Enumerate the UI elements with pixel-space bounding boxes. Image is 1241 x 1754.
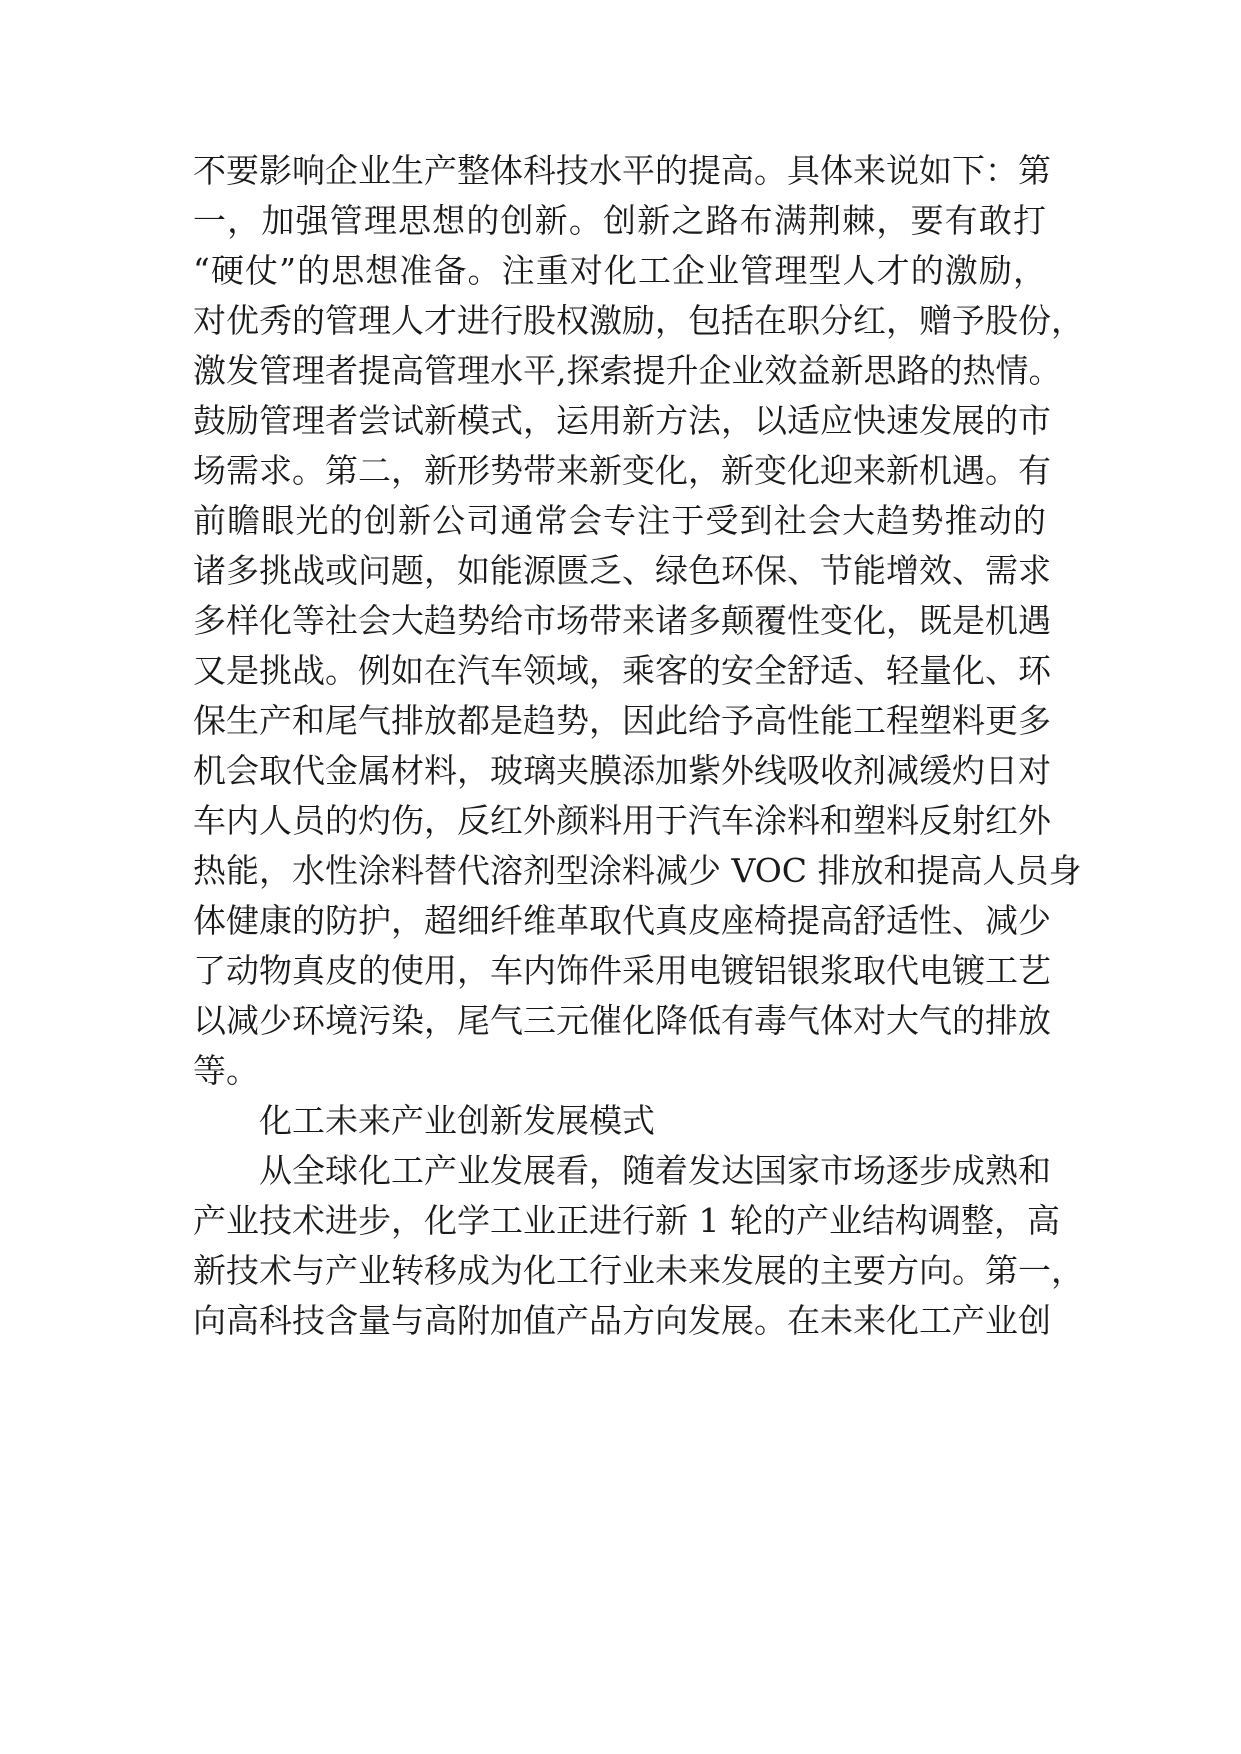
paragraph-line: 不要影响企业生产整体科技水平的提高。具体来说如下：第	[193, 151, 1051, 190]
paragraph-line: 场需求。第二，新形势带来新变化，新变化迎来新机遇。有	[193, 451, 1051, 490]
paragraph-line: 产业技术进步，化学工业正进行新 1 轮的产业结构调整，高	[193, 1201, 1060, 1240]
paragraph-line: 车内人员的灼伤，反红外颜料用于汽车涂料和塑料反射红外	[193, 801, 1051, 840]
paragraph-line: 向高科技含量与高附加值产品方向发展。在未来化工产业创	[193, 1301, 1051, 1340]
paragraph-line: 以减少环境污染，尾气三元催化降低有毒气体对大气的排放	[193, 1001, 1051, 1040]
paragraph-line: 前瞻眼光的创新公司通常会专注于受到社会大趋势推动的	[193, 501, 1046, 540]
section-heading: 化工未来产业创新发展模式	[259, 1101, 655, 1140]
paragraph-line: 等。	[193, 1051, 259, 1090]
paragraph-line: 保生产和尾气排放都是趋势，因此给予高性能工程塑料更多	[193, 701, 1051, 740]
paragraph-line: “硬仗”的思想准备。注重对化工企业管理型人才的激励，	[193, 251, 1046, 290]
paragraph-line: 诸多挑战或问题，如能源匮乏、绿色环保、节能增效、需求	[193, 551, 1051, 590]
paragraph-line: 多样化等社会大趋势给市场带来诸多颠覆性变化，既是机遇	[193, 601, 1051, 640]
paragraph-line: 机会取代金属材料，玻璃夹膜添加紫外线吸收剂减缓灼日对	[193, 751, 1051, 790]
paragraph-line: 激发管理者提高管理水平,探索提升企业效益新思路的热情。	[193, 351, 1062, 390]
paragraph-line: 体健康的防护，超细纤维革取代真皮座椅提高舒适性、减少	[193, 901, 1051, 940]
paragraph-line: 鼓励管理者尝试新模式，运用新方法，以适应快速发展的市	[193, 401, 1051, 440]
paragraph-line: 又是挑战。例如在汽车领域，乘客的安全舒适、轻量化、环	[193, 651, 1051, 690]
paragraph-line: 热能，水性涂料替代溶剂型涂料减少 VOC 排放和提高人员身	[193, 851, 1082, 890]
paragraph-line: 新技术与产业转移成为化工行业未来发展的主要方向。第一，	[193, 1251, 1084, 1290]
paragraph-line: 了动物真皮的使用，车内饰件采用电镀铝银浆取代电镀工艺	[193, 951, 1051, 990]
paragraph-line: 从全球化工产业发展看，随着发达国家市场逐步成熟和	[259, 1151, 1051, 1190]
paragraph-line: 一，加强管理思想的创新。创新之路布满荆棘，要有敢打	[193, 201, 1046, 240]
paragraph-line: 对优秀的管理人才进行股权激励，包括在职分红，赠予股份，	[193, 301, 1084, 340]
